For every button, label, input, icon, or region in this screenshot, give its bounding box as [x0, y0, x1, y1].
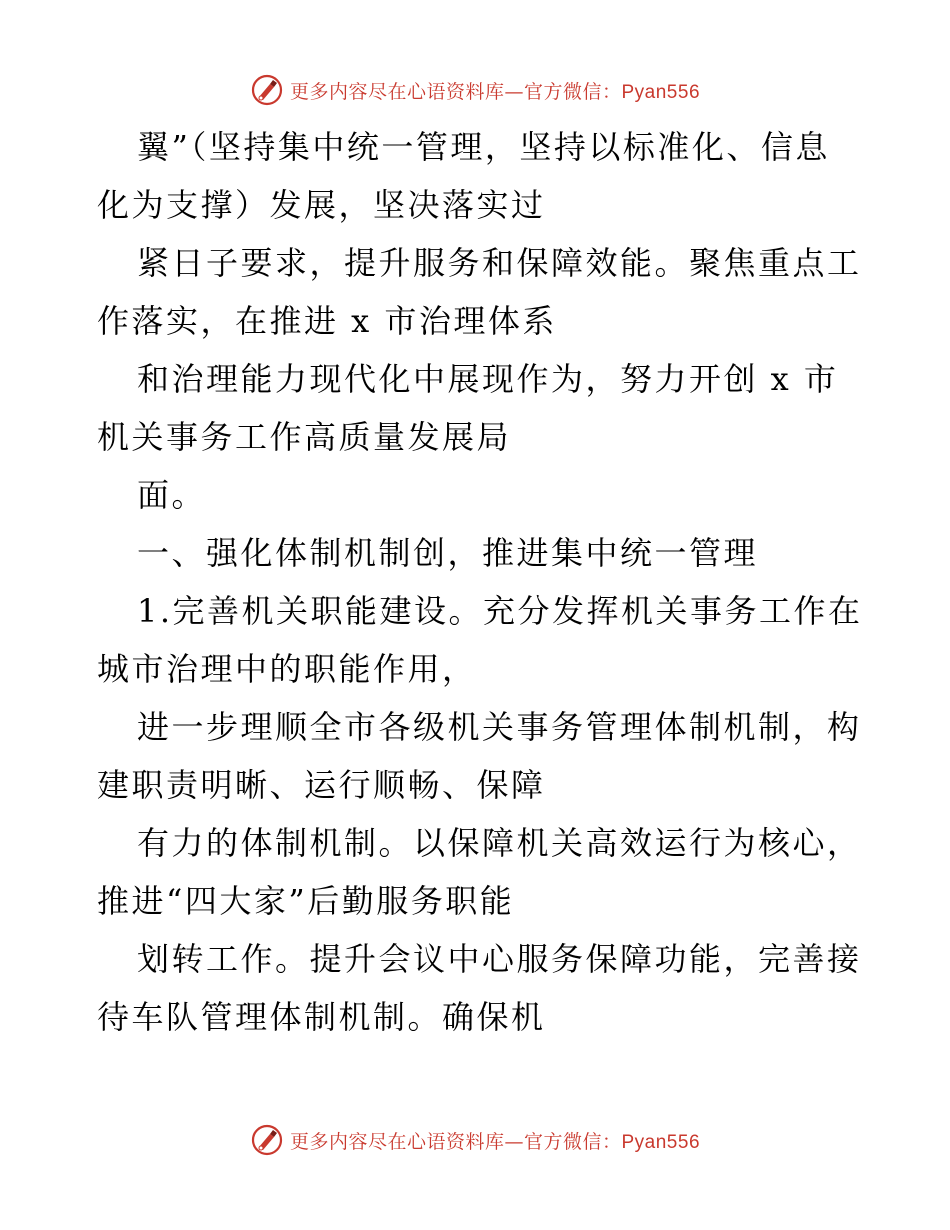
body-line: 作落实，在推进 x 市治理体系 [97, 302, 557, 340]
body-line: 机关事务工作高质量发展局 [97, 418, 512, 456]
body-line: 进一步理顺全市各级机关事务管理体制机制，构 [137, 708, 862, 746]
footer-banner [0, 1120, 950, 1160]
banner-text [290, 77, 700, 104]
body-line: 推进“四大家”后勤服务职能 [97, 882, 515, 920]
body-line: 1.完善机关职能建设。充分发挥机关事务工作在 [137, 592, 863, 630]
body-line: 划转工作。提升会议中心服务保障功能，完善接 [137, 940, 862, 978]
banner-wechat-id: Pyan556 [621, 81, 701, 103]
body-line: 面。 [137, 476, 207, 514]
body-line: 待车队管理体制机制。确保机 [97, 998, 546, 1036]
banner-text [290, 1127, 700, 1154]
body-line: 城市治理中的职能作用， [97, 650, 477, 688]
banner-promo: 更多内容尽在心语资料库—官方微信： [289, 1130, 622, 1153]
body-line: 建职责明晰、运行顺畅、保障 [97, 766, 546, 804]
body-line: 紧日子要求，提升服务和保障效能。聚焦重点工 [137, 244, 862, 282]
banner-promo: 更多内容尽在心语资料库—官方微信： [289, 80, 622, 103]
banner-wechat-id: Pyan556 [621, 1131, 701, 1153]
header-banner [0, 70, 950, 110]
body-line: 化为支撑）发展，坚决落实过 [97, 186, 546, 224]
pen-circle-logo-icon [250, 1123, 284, 1157]
body-line: 翼”（坚持集中统一管理，坚持以标准化、信息 [137, 128, 830, 166]
body-line: 有力的体制机制。以保障机关高效运行为核心， [137, 824, 862, 862]
pen-circle-logo-icon [250, 73, 284, 107]
body-line: 和治理能力现代化中展现作为，努力开创 x 市 [137, 360, 839, 398]
section-heading: 一、强化体制机制创，推进集中统一管理 [137, 534, 759, 572]
